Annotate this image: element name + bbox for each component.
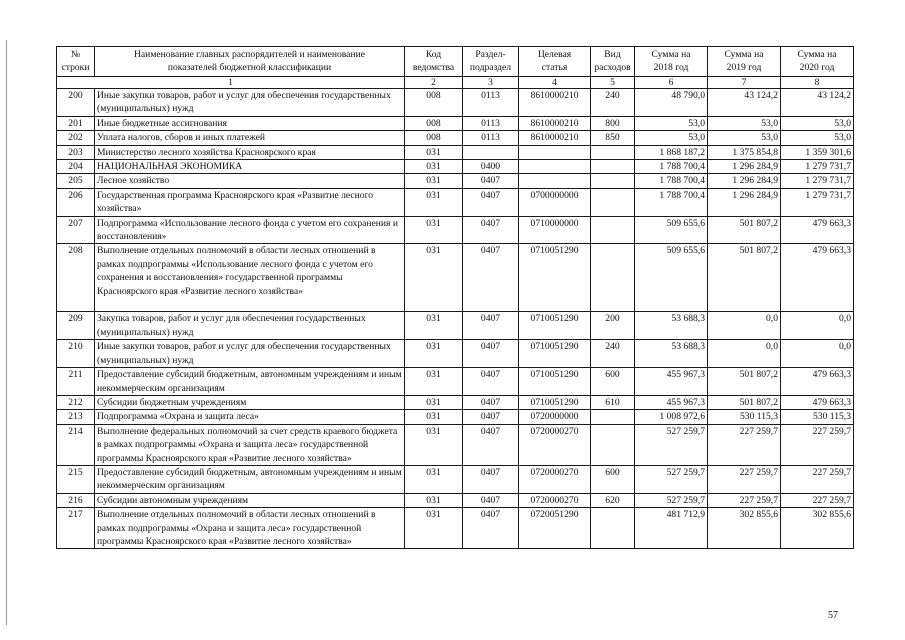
sum-2019-cell: 501 807,2 (708, 216, 781, 244)
header-col-dept-code: Код ведомства (405, 47, 463, 77)
dept-code-cell: 008 (405, 131, 463, 145)
indicator-name-cell: Субсидии бюджетным учреждениям (95, 395, 405, 409)
sum-2018-cell: 509 655,6 (635, 216, 708, 244)
section-cell (463, 145, 519, 159)
table-body (57, 89, 854, 549)
section-cell: 0407 (463, 174, 519, 188)
target-article-cell (519, 145, 591, 159)
expense-kind-cell (591, 244, 635, 312)
target-article-cell: 0720000270 (519, 465, 591, 493)
target-article-cell (519, 160, 591, 174)
sum-2020-cell: 479 663,3 (781, 244, 854, 312)
section-cell: 0407 (463, 424, 519, 465)
expense-kind-cell: 620 (591, 493, 635, 507)
target-article-cell: 0710051290 (519, 244, 591, 312)
table-row (57, 145, 854, 159)
dept-code-cell: 031 (405, 493, 463, 507)
section-cell: 0407 (463, 465, 519, 493)
sum-2020-cell: 302 855,6 (781, 508, 854, 549)
target-article-cell: 0720000270 (519, 424, 591, 465)
row-number-cell: 204 (57, 160, 95, 174)
expense-kind-cell: 850 (591, 131, 635, 145)
dept-code-cell: 008 (405, 116, 463, 130)
sum-2020-cell: 479 663,3 (781, 395, 854, 409)
expense-kind-cell (591, 188, 635, 216)
header-col-sum-2018: Сумма на 2018 год (635, 47, 708, 77)
target-article-cell: 0700000000 (519, 188, 591, 216)
section-cell: 0407 (463, 368, 519, 396)
target-article-cell: 0710051290 (519, 312, 591, 340)
sum-2020-cell: 53,0 (781, 116, 854, 130)
row-number-cell: 202 (57, 131, 95, 145)
table-row (57, 244, 854, 312)
column-number: 1 (57, 77, 405, 89)
target-article-cell: 0710051290 (519, 395, 591, 409)
sum-2019-cell: 530 115,3 (708, 410, 781, 424)
sum-2018-cell: 527 259,7 (635, 493, 708, 507)
sum-2019-cell: 1 296 284,9 (708, 160, 781, 174)
expense-kind-cell (591, 174, 635, 188)
table-row (57, 395, 854, 409)
sum-2020-cell: 1 359 301,6 (781, 145, 854, 159)
target-article-cell: 0720051290 (519, 508, 591, 549)
sum-2018-cell: 53,0 (635, 131, 708, 145)
expense-kind-cell: 240 (591, 89, 635, 117)
target-article-cell (519, 174, 591, 188)
expense-kind-cell: 600 (591, 368, 635, 396)
sum-2019-cell: 53,0 (708, 116, 781, 130)
table-row (57, 465, 854, 493)
sum-2020-cell: 43 124,2 (781, 89, 854, 117)
expense-kind-cell: 610 (591, 395, 635, 409)
indicator-name-cell: Государственная программа Красноярского края «Развитие лесного хозяйства» (95, 188, 405, 216)
sum-2020-cell: 479 663,3 (781, 216, 854, 244)
sum-2019-cell: 43 124,2 (708, 89, 781, 117)
dept-code-cell: 031 (405, 188, 463, 216)
dept-code-cell: 031 (405, 395, 463, 409)
dept-code-cell: 031 (405, 160, 463, 174)
column-number: 3 (463, 77, 519, 89)
header-col-sum-2019: Сумма на 2019 год (708, 47, 781, 77)
sum-2018-cell: 53 688,3 (635, 340, 708, 368)
sum-2019-cell: 302 855,6 (708, 508, 781, 549)
indicator-name-cell: Подпрограмма «Охрана и защита леса» (95, 410, 405, 424)
sum-2018-cell: 1 788 700,4 (635, 188, 708, 216)
header-col-row-number: № строки (57, 47, 95, 77)
dept-code-cell: 031 (405, 216, 463, 244)
expense-kind-cell (591, 160, 635, 174)
table-row (57, 116, 854, 130)
sum-2019-cell: 53,0 (708, 131, 781, 145)
sum-2020-cell: 227 259,7 (781, 465, 854, 493)
expense-kind-cell: 240 (591, 340, 635, 368)
row-number-cell: 212 (57, 395, 95, 409)
indicator-name-cell: Министерство лесного хозяйства Красноярского края (95, 145, 405, 159)
section-cell: 0407 (463, 244, 519, 312)
row-number-cell: 216 (57, 493, 95, 507)
sum-2020-cell: 530 115,3 (781, 410, 854, 424)
indicator-name-cell: Выполнение федеральных полномочий за счет средств краевого бюджета в рамках подпрограммы «Охрана и защита леса» государственной программы Красноярского края «Развитие лесного хозяйства» (95, 424, 405, 465)
table-row (57, 410, 854, 424)
target-article-cell: 0710000000 (519, 216, 591, 244)
table-header-row (57, 47, 854, 77)
table-row (57, 131, 854, 145)
dept-code-cell: 008 (405, 89, 463, 117)
sum-2020-cell: 227 259,7 (781, 493, 854, 507)
table-row (57, 424, 854, 465)
column-number: 6 (635, 77, 708, 89)
expense-kind-cell: 600 (591, 465, 635, 493)
sum-2020-cell: 53,0 (781, 131, 854, 145)
target-article-cell: 0710051290 (519, 368, 591, 396)
header-col-section: Раздел- подраздел (463, 47, 519, 77)
dept-code-cell: 031 (405, 174, 463, 188)
table-row (57, 160, 854, 174)
section-cell: 0113 (463, 116, 519, 130)
section-cell: 0407 (463, 188, 519, 216)
dept-code-cell: 031 (405, 340, 463, 368)
row-number-cell: 203 (57, 145, 95, 159)
dept-code-cell: 031 (405, 368, 463, 396)
sum-2020-cell: 227 259,7 (781, 424, 854, 465)
indicator-name-cell: Предоставление субсидий бюджетным, автономным учреждениям и иным некоммерческим организациям (95, 465, 405, 493)
sum-2020-cell: 479 663,3 (781, 368, 854, 396)
header-col-sum-2020: Сумма на 2020 год (781, 47, 854, 77)
row-number-cell: 205 (57, 174, 95, 188)
page-number: 57 (828, 610, 838, 621)
header-col-name: Наименование главных распорядителей и наименование показателей бюджетной классификации (95, 47, 405, 77)
table-row (57, 312, 854, 340)
sum-2019-cell: 227 259,7 (708, 465, 781, 493)
dept-code-cell: 031 (405, 410, 463, 424)
target-article-cell: 8610000210 (519, 116, 591, 130)
sum-2018-cell: 481 712,9 (635, 508, 708, 549)
section-cell: 0407 (463, 508, 519, 549)
table-row (57, 368, 854, 396)
row-number-cell: 207 (57, 216, 95, 244)
indicator-name-cell: Уплата налогов, сборов и иных платежей (95, 131, 405, 145)
section-cell: 0407 (463, 395, 519, 409)
table-row (57, 216, 854, 244)
row-number-cell: 208 (57, 244, 95, 312)
indicator-name-cell: Лесное хозяйство (95, 174, 405, 188)
sum-2018-cell: 1 788 700,4 (635, 174, 708, 188)
sum-2018-cell: 53 688,3 (635, 312, 708, 340)
indicator-name-cell: Иные бюджетные ассигнования (95, 116, 405, 130)
column-number: 7 (708, 77, 781, 89)
sum-2019-cell: 227 259,7 (708, 493, 781, 507)
target-article-cell: 8610000210 (519, 131, 591, 145)
sum-2019-cell: 0,0 (708, 340, 781, 368)
column-number: 8 (781, 77, 854, 89)
page-left-edge-rule (6, 40, 7, 625)
expense-kind-cell (591, 410, 635, 424)
sum-2019-cell: 501 807,2 (708, 368, 781, 396)
sum-2018-cell: 527 259,7 (635, 424, 708, 465)
row-number-cell: 214 (57, 424, 95, 465)
target-article-cell: 0720000270 (519, 493, 591, 507)
sum-2020-cell: 0,0 (781, 340, 854, 368)
target-article-cell: 8610000210 (519, 89, 591, 117)
header-col-target: Целевая статья (519, 47, 591, 77)
row-number-cell: 211 (57, 368, 95, 396)
indicator-name-cell: Предоставление субсидий бюджетным, автономным учреждениям и иным некоммерческим организациям (95, 368, 405, 396)
section-cell: 0407 (463, 493, 519, 507)
sum-2018-cell: 509 655,6 (635, 244, 708, 312)
dept-code-cell: 031 (405, 244, 463, 312)
section-cell: 0407 (463, 216, 519, 244)
sum-2018-cell: 1 868 187,2 (635, 145, 708, 159)
table-row (57, 89, 854, 117)
expense-kind-cell (591, 216, 635, 244)
column-number-row (57, 77, 854, 89)
indicator-name-cell: Иные закупки товаров, работ и услуг для обеспечения государственных (муниципальных) нужд (95, 340, 405, 368)
sum-2018-cell: 527 259,7 (635, 465, 708, 493)
sum-2018-cell: 455 967,3 (635, 368, 708, 396)
column-number: 5 (591, 77, 635, 89)
section-cell: 0113 (463, 89, 519, 117)
sum-2020-cell: 1 279 731,7 (781, 188, 854, 216)
sum-2020-cell: 0,0 (781, 312, 854, 340)
section-cell: 0407 (463, 410, 519, 424)
indicator-name-cell: НАЦИОНАЛЬНАЯ ЭКОНОМИКА (95, 160, 405, 174)
indicator-name-cell: Выполнение отдельных полномочий в области лесных отношений в рамках подпрограммы «Использование лесного фонда с учетом его сохранения и восстановления» государственной программы Красноярского края «Развитие лесного хозяйства» (95, 244, 405, 312)
sum-2019-cell: 1 375 854,8 (708, 145, 781, 159)
sum-2019-cell: 1 296 284,9 (708, 188, 781, 216)
row-number-cell: 217 (57, 508, 95, 549)
target-article-cell: 0720000000 (519, 410, 591, 424)
dept-code-cell: 031 (405, 424, 463, 465)
sum-2020-cell: 1 279 731,7 (781, 160, 854, 174)
row-number-cell: 200 (57, 89, 95, 117)
expense-kind-cell (591, 145, 635, 159)
sum-2018-cell: 53,0 (635, 116, 708, 130)
expense-kind-cell: 800 (591, 116, 635, 130)
section-cell: 0400 (463, 160, 519, 174)
expense-kind-cell (591, 424, 635, 465)
indicator-name-cell: Иные закупки товаров, работ и услуг для обеспечения государственных (муниципальных) нужд (95, 89, 405, 117)
table-row (57, 508, 854, 549)
table-row (57, 174, 854, 188)
sum-2019-cell: 227 259,7 (708, 424, 781, 465)
expense-kind-cell: 200 (591, 312, 635, 340)
dept-code-cell: 031 (405, 508, 463, 549)
section-cell: 0113 (463, 131, 519, 145)
row-number-cell: 215 (57, 465, 95, 493)
indicator-name-cell: Субсидии автономным учреждениям (95, 493, 405, 507)
dept-code-cell: 031 (405, 465, 463, 493)
sum-2018-cell: 1 008 972,6 (635, 410, 708, 424)
sum-2019-cell: 0,0 (708, 312, 781, 340)
budget-table (56, 46, 854, 549)
row-number-cell: 213 (57, 410, 95, 424)
table-row (57, 340, 854, 368)
column-number: 2 (405, 77, 463, 89)
sum-2020-cell: 1 279 731,7 (781, 174, 854, 188)
column-number: 4 (519, 77, 591, 89)
sum-2019-cell: 501 807,2 (708, 244, 781, 312)
indicator-name-cell: Закупка товаров, работ и услуг для обеспечения государственных (муниципальных) нужд (95, 312, 405, 340)
expense-kind-cell (591, 508, 635, 549)
header-col-kind: Вид расходов (591, 47, 635, 77)
section-cell: 0407 (463, 340, 519, 368)
sum-2018-cell: 48 790,0 (635, 89, 708, 117)
sum-2019-cell: 501 807,2 (708, 395, 781, 409)
row-number-cell: 201 (57, 116, 95, 130)
sum-2018-cell: 1 788 700,4 (635, 160, 708, 174)
target-article-cell: 0710051290 (519, 340, 591, 368)
indicator-name-cell: Подпрограмма «Использование лесного фонда с учетом его сохранения и восстановления» (95, 216, 405, 244)
sum-2018-cell: 455 967,3 (635, 395, 708, 409)
row-number-cell: 210 (57, 340, 95, 368)
sum-2019-cell: 1 296 284,9 (708, 174, 781, 188)
table-row (57, 188, 854, 216)
dept-code-cell: 031 (405, 312, 463, 340)
row-number-cell: 209 (57, 312, 95, 340)
row-number-cell: 206 (57, 188, 95, 216)
dept-code-cell: 031 (405, 145, 463, 159)
table-row (57, 493, 854, 507)
section-cell: 0407 (463, 312, 519, 340)
indicator-name-cell: Выполнение отдельных полномочий в области лесных отношений в рамках подпрограммы «Охрана и защита леса» государственной программы Красноярского края «Развитие лесного хозяйства» (95, 508, 405, 549)
